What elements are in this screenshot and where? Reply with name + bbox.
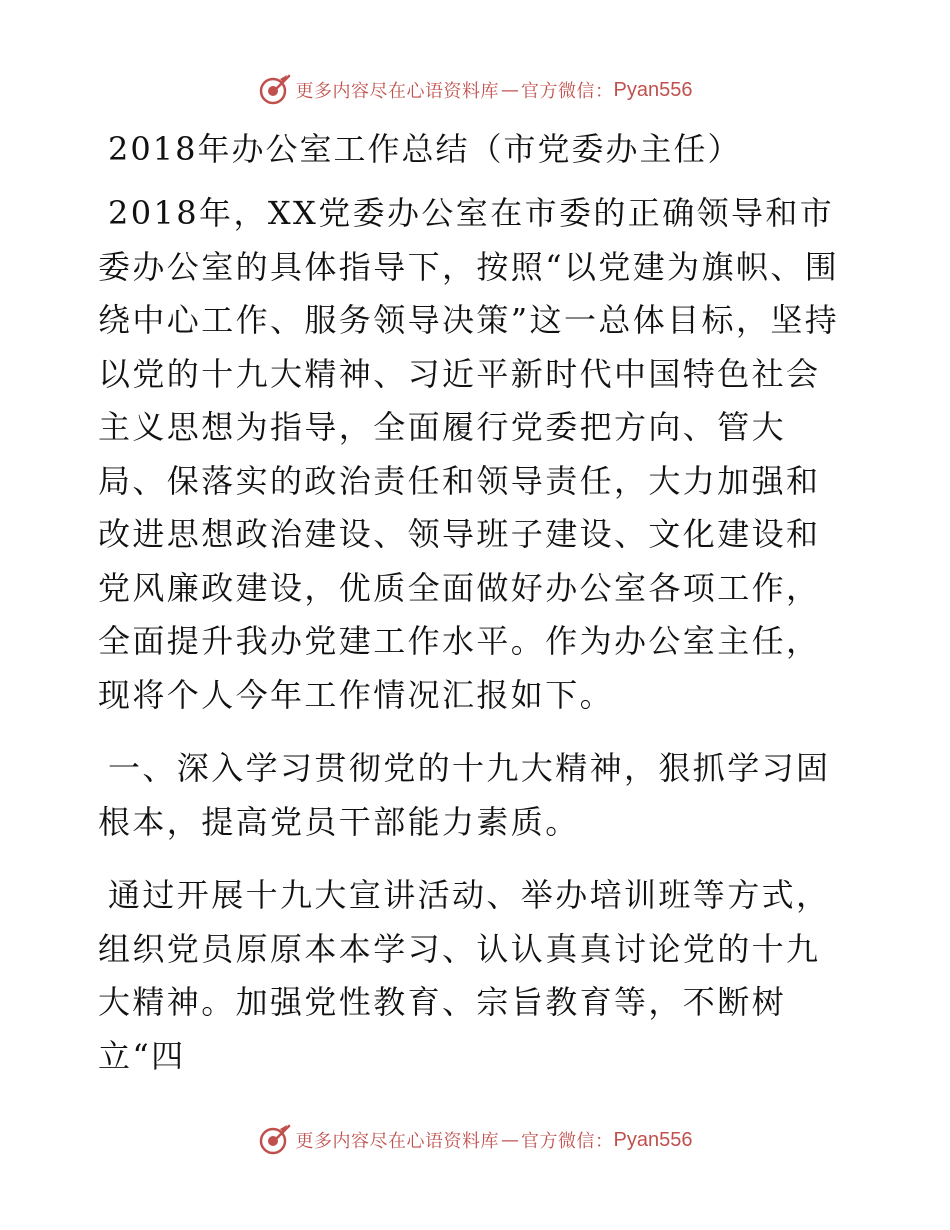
- paragraph-section-1: 通过开展十九大宣讲活动、举办培训班等方式，组织党员原原本本学习、认认真真讨论党的十九大精神。加强党性教育、宗旨教育等，不断树立“四: [98, 876, 831, 1075]
- watermark-wechat-handle: Pyan556: [613, 1128, 693, 1151]
- watermark-site-text: 更多内容尽在心语资料库: [295, 1131, 500, 1152]
- watermark-footer: [0, 1120, 950, 1160]
- feather-pen-logo-icon: [258, 73, 292, 107]
- section-heading-1: 一、深入学习贯彻党的十九大精神，狠抓学习固根本，提高党员干部能力素质。: [98, 749, 831, 841]
- watermark-dash: —: [501, 79, 520, 101]
- watermark-wechat-label: 官方微信：: [521, 1131, 614, 1152]
- watermark-dash: —: [501, 1129, 520, 1151]
- paragraph-intro: 2018年，XX党委办公室在市委的正确领导和市委办公室的具体指导下，按照“以党建为旗帜、围绕中心工作、服务领导决策”这一总体目标，坚持以党的十九大精神、习近平新时代中国特色社会主义思想为指导，全面履行党委把方向、管大局、保落实的政治责任和领导责任，大力加强和改进思想政治建设、领导班子建设、文化建设和党风廉政建设，优质全面做好办公室各项工作，全面提升我办党建工作水平。作为办公室主任，现将个人今年工作情况汇报如下。: [98, 194, 840, 714]
- feather-pen-logo-icon: [258, 1123, 292, 1157]
- watermark-wechat-handle: Pyan556: [613, 78, 693, 101]
- watermark-header: [0, 70, 950, 110]
- watermark-wechat-label: 官方微信：: [521, 81, 614, 102]
- document-title: 2018年办公室工作总结（市党委办主任）: [108, 130, 742, 168]
- document-body: [98, 125, 853, 1103]
- watermark-site-text: 更多内容尽在心语资料库: [295, 81, 500, 102]
